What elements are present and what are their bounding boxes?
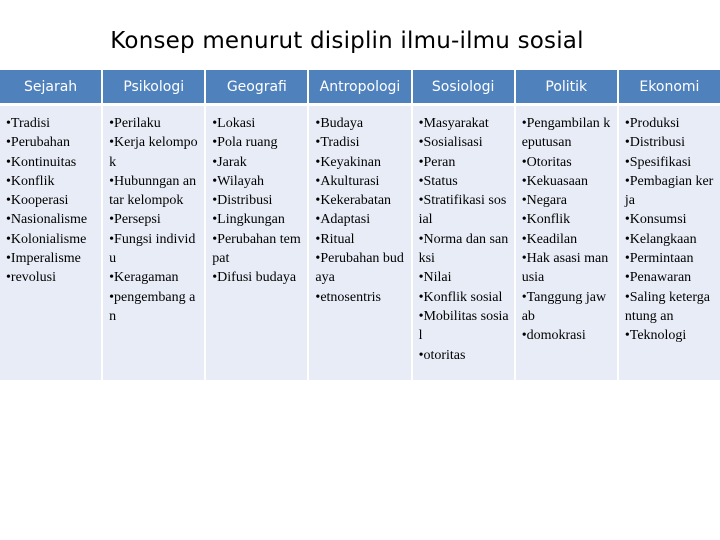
concept-item: •Adaptasi: [315, 212, 371, 228]
concept-item: •Distribusi: [624, 135, 685, 151]
cell-antropologi: [309, 106, 410, 380]
concept-item: •Konflik sosial: [418, 289, 503, 305]
concept-item: •Penawaran: [624, 270, 692, 286]
concept-item: •Hubunngan antar kelompok: [109, 173, 197, 209]
concept-item: •Wilayah: [212, 173, 265, 189]
concept-item: •Kooperasi: [6, 193, 69, 209]
concept-item: •pengembang an: [109, 289, 196, 324]
cell-sejarah: [0, 106, 101, 380]
concept-item: •Konflik: [521, 212, 571, 228]
concept-item: •Perubahan tempat: [212, 231, 301, 267]
concept-item: •Mobilitas sosial: [418, 308, 509, 344]
concept-item: •Perubahan budaya: [315, 251, 404, 286]
concept-item: •Kekerabatan: [315, 193, 392, 209]
header-geografi: Geografi: [206, 70, 307, 103]
concept-item: •domokrasi: [521, 328, 586, 344]
concept-item: •Peran: [418, 154, 456, 170]
concept-item: •Otoritas: [521, 154, 572, 170]
cell-psikologi: [103, 106, 204, 380]
slide-title: Konsep menurut disiplin ilmu-ilmu sosial: [110, 28, 584, 54]
concept-item: •Persepsi: [109, 212, 161, 228]
concept-item: •Permintaan: [624, 251, 694, 267]
concept-item: •Kolonialisme: [6, 231, 87, 247]
concept-item: •Kelangkaan: [624, 231, 697, 247]
cell-ekonomi: [619, 106, 720, 380]
concept-item: •Negara: [521, 193, 568, 209]
concept-item: •Difusi budaya: [212, 270, 297, 286]
concept-item: •Akulturasi: [315, 173, 380, 189]
concept-item: •Perilaku: [109, 116, 161, 131]
concept-item: •Jarak: [212, 154, 247, 170]
header-sejarah: Sejarah: [0, 70, 101, 103]
concept-item: •Perubahan: [6, 135, 70, 151]
concept-item: •Kekuasaan: [521, 173, 589, 189]
cell-politik: [516, 106, 617, 380]
concept-item: •Tanggung jawab: [521, 289, 607, 324]
concept-item: •Konsumsi: [624, 212, 687, 228]
concept-item: •Saling ketergantung an: [624, 289, 710, 324]
header-politik: Politik: [516, 70, 617, 103]
concept-item: •Sosialisasi: [418, 135, 483, 151]
concept-item: •otoritas: [418, 347, 466, 363]
concept-item: •Tradisi: [315, 135, 360, 151]
concept-item: •Nilai: [418, 270, 452, 286]
concept-item: •etnosentris: [315, 289, 381, 305]
concept-item: •Keragaman: [109, 270, 179, 286]
concept-item: •Konflik: [6, 173, 55, 189]
header-sosiologi: Sosiologi: [413, 70, 514, 103]
concept-item: •Nasionalisme: [6, 212, 88, 228]
concept-item: •Norma dan sanksi: [418, 231, 509, 267]
concept-item: •Stratifikasi sosial: [418, 193, 507, 228]
concept-item: •Produksi: [624, 116, 680, 131]
concept-item: •Spesifikasi: [624, 154, 692, 170]
concept-item: •Ritual: [315, 231, 355, 247]
concept-item: •Tradisi: [6, 116, 51, 131]
concept-item: •Kontinuitas: [6, 154, 77, 170]
concept-item: •Keadilan: [521, 231, 578, 247]
concept-item: •Fungsi individu: [109, 231, 196, 267]
concept-item: •Hak asasi manusia: [521, 251, 609, 286]
concept-item: •Pengambilan keputusan: [521, 116, 611, 151]
header-ekonomi: Ekonomi: [619, 70, 720, 103]
cell-geografi: [206, 106, 307, 380]
concept-item: •Distribusi: [212, 193, 273, 209]
concept-item: •Keyakinan: [315, 154, 381, 170]
concept-item: •Lokasi: [212, 116, 256, 131]
concept-item: •Kerja kelompok: [109, 135, 198, 170]
concept-item: •revolusi: [6, 270, 57, 286]
concept-item: •Status: [418, 173, 458, 189]
concept-item: •Masyarakat: [418, 116, 489, 131]
concept-table: [0, 70, 720, 377]
header-psikologi: Psikologi: [103, 70, 204, 103]
concept-item: •Imperalisme: [6, 251, 81, 267]
concept-item: •Pola ruang: [212, 135, 278, 151]
header-antropologi: Antropologi: [309, 70, 410, 103]
concept-item: •Budaya: [315, 116, 364, 131]
concept-item: •Teknologi: [624, 328, 687, 344]
concept-item: •Pembagian kerja: [624, 173, 714, 209]
concept-item: •Lingkungan: [212, 212, 285, 228]
cell-sosiologi: [413, 106, 514, 380]
